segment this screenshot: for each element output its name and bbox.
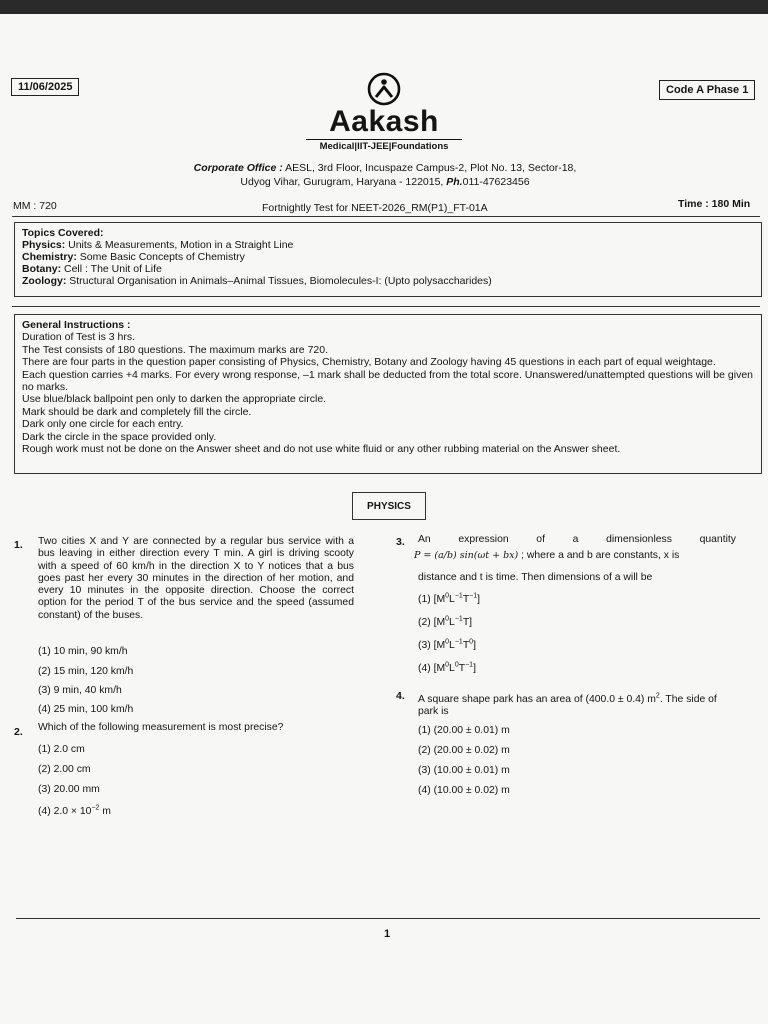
question-3-line3: distance and t is time. Then dimensions of a will be: [418, 572, 653, 583]
question-3-option: (1) $[M^0L^{-1}T^{-1}]$: [418, 592, 481, 605]
phone-label: Ph.: [446, 176, 463, 188]
topic-text: Cell : The Unit of Life: [61, 263, 162, 275]
question-2-text: Which of the following measurement is most precise?: [38, 722, 284, 733]
question-1-option: (4) 25 min, 100 km/h: [38, 704, 134, 715]
max-marks: MM : 720: [13, 200, 57, 212]
page-number: 1: [384, 928, 391, 940]
question-3-line2: P = (a/b) sin(ωt + bx) ; where a and b are constants, x is: [414, 550, 680, 561]
topic-text: Units & Measurements, Motion in a Straight Line: [65, 239, 294, 251]
question-1-option: (2) 15 min, 120 km/h: [38, 666, 134, 677]
aakash-logo: [300, 72, 468, 152]
question-4-option: (3) (10.00 ± 0.01) m: [418, 765, 510, 776]
question-4-option: (4) (10.00 ± 0.02) m: [418, 785, 510, 796]
aakash-emblem-icon: [367, 72, 401, 106]
date-box: 11/06/2025: [11, 78, 79, 96]
question-3-option: (3) $[M^0L^{-1}T^0]$: [418, 638, 476, 651]
topic-subject: Zoology:: [22, 275, 67, 287]
question-3-line1: An expression of a dimensionless quantity: [418, 534, 736, 545]
question-number: 4.: [396, 690, 405, 702]
instruction-line: The Test consists of 180 questions. The maximum marks are 720.: [22, 343, 329, 356]
instruction-line: Each question carries +4 marks. For every wrong response, –1 mark shall be deducted from the total score. Unanswered/unattempted questions will be given no marks.: [22, 368, 754, 394]
question-1-option: (1) 10 min, 90 km/h: [38, 646, 128, 657]
corp-address-line1: AESL, 3rd Floor, Incuspaze Campus-2, Plot No. 13, Sector-18,: [282, 162, 577, 174]
topics-heading: Topics Covered:: [22, 227, 104, 239]
instruction-line: Rough work must not be done on the Answer sheet and do not use white fluid or any other rubbing material on the Answer sheet.: [22, 443, 621, 456]
dimensionless-expression-formula: P = (a/b) sin(ωt + bx): [414, 550, 519, 561]
question-4-option: (2) (20.00 ± 0.02) m: [418, 745, 510, 756]
question-number: 3.: [396, 536, 405, 548]
instructions-heading: General Instructions :: [22, 319, 131, 331]
question-2-option: (4) $2.0 \times 10^{-2}$ m: [38, 804, 111, 817]
instruction-line: There are four parts in the question paper consisting of Physics, Chemistry, Botany and Zoology having 45 questions in each part of equal weightage.: [22, 356, 716, 369]
brand-tagline: Medical|IIT-JEE|Foundations: [319, 141, 449, 152]
question-2-option: (1) 2.0 cm: [38, 744, 85, 755]
corp-address-line2: Udyog Vihar, Gurugram, Haryana - 122015,: [240, 176, 447, 188]
question-2-option: (2) 2.00 cm: [38, 764, 91, 775]
question-3-option: (4) $[M^0L^0T^{-1}]$: [418, 661, 476, 674]
question-4-text: A square shape park has an area of (400.0 ± 0.4) $m^2$. The side of park is: [418, 692, 717, 718]
instruction-line: Use blue/black ballpoint pen only to darken the appropriate circle.: [22, 393, 327, 406]
corporate-office-address: [90, 161, 680, 189]
instruction-line: Mark should be dark and completely fill the circle.: [22, 405, 252, 418]
question-number: 2.: [14, 726, 23, 738]
question-1-option: (3) 9 min, 40 km/h: [38, 685, 122, 696]
topic-text: Structural Organisation in Animals–Animal Tissues, Biomolecules-I: (Upto polysaccharides): [66, 275, 492, 287]
phone-number: 011-47623456: [462, 176, 530, 188]
question-3-option: (2) $[M^0L^{-1}T]$: [418, 615, 473, 628]
section-heading-physics: PHYSICS: [352, 492, 426, 520]
instruction-line: Duration of Test is 3 hrs.: [22, 331, 136, 344]
general-instructions-box: [14, 314, 762, 474]
test-name: Fortnightly Test for NEET-2026_RM(P1)_FT-01A: [262, 202, 488, 214]
question-4-option: (1) (20.00 ± 0.01) m: [418, 725, 510, 736]
question-1-text: Two cities X and Y are connected by a regular bus service with a bus leaving in either direction every T min. A girl is driving scooty with a speed of 60 km/h in the direction X to Y notices that a bus goes past her every 30 minutes in the direction of her motion, and every 10 minutes in the opposite direction. Choose the correct option for the period T of the bus service and the speed (assumed constant) of the buses.: [38, 536, 354, 621]
brand-name: Aakash: [329, 105, 439, 138]
question-2-option: (3) 20.00 mm: [38, 784, 100, 795]
corp-office-label: Corporate Office :: [193, 162, 283, 174]
question-number: 1.: [14, 539, 23, 551]
instruction-line: Dark the circle in the space provided only.: [22, 430, 217, 443]
topic-subject: Botany:: [22, 263, 62, 275]
paper-code-box: Code A Phase 1: [659, 80, 755, 100]
topic-text: Some Basic Concepts of Chemistry: [76, 251, 245, 263]
time-duration: Time : 180 Min: [678, 198, 751, 210]
instruction-line: Dark only one circle for each entry.: [22, 418, 184, 431]
topic-subject: Chemistry:: [22, 251, 77, 263]
topic-subject: Physics:: [22, 239, 66, 251]
question-paper-page: [0, 14, 768, 1024]
topics-covered-box: [14, 222, 762, 297]
